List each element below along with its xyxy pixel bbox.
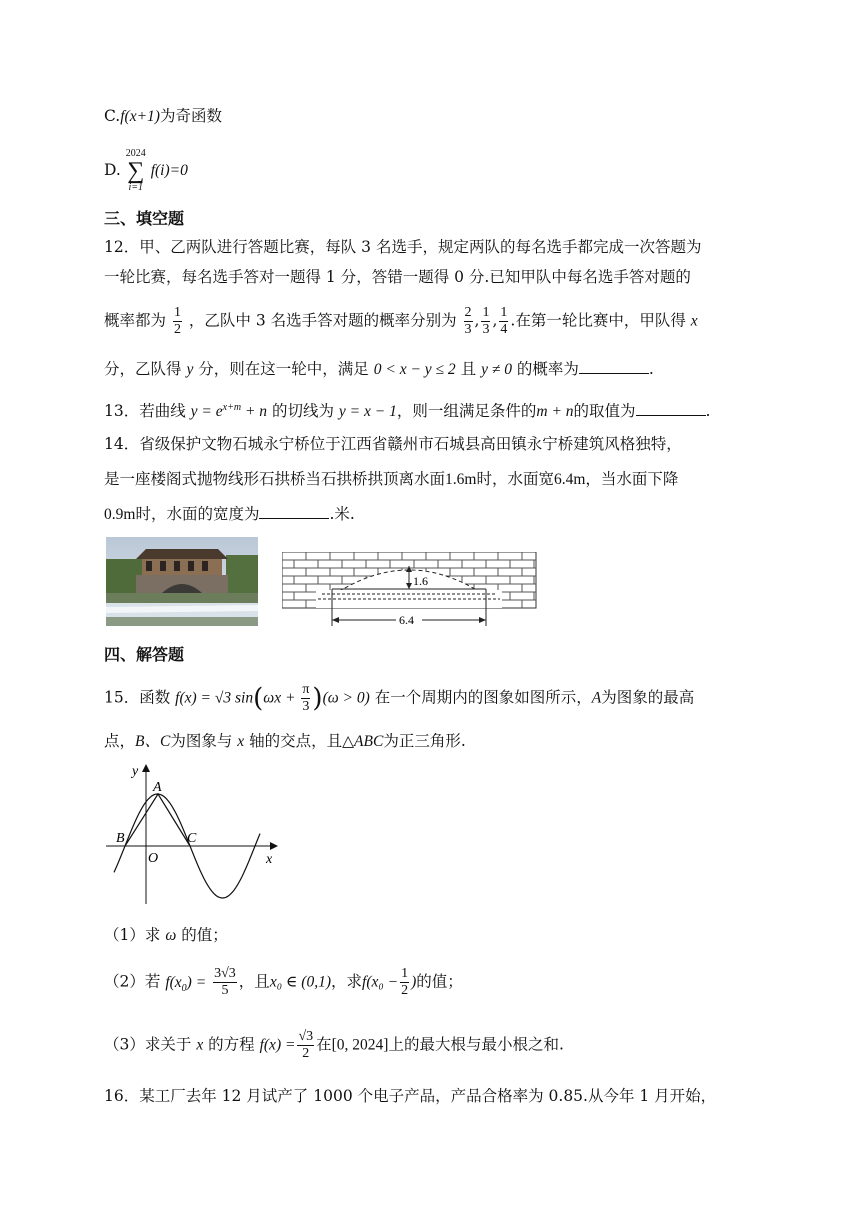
section-title-solutions: 四、解答题 (104, 645, 185, 664)
q14-line2: 是一座楼阁式抛物线形石拱桥当石拱桥拱顶离水面1.6m时，水面宽6.4m，当水面下降 (104, 470, 679, 488)
q12-line4: 分，乙队得 y 分，则在这一轮中，满足 0 < x − y ≤ 2 且 y ≠ 0 的概率为 . (104, 360, 654, 378)
q15-part2: （2）若 $f(x_0)$ = $\frac{3√3}{5}$ ，且x₀ ∈ (0,1)，求f(x₀ − $\frac{1}{2}$ )的值； (104, 966, 463, 998)
q13-line: 13．若曲线 $y = e^{x+m} + n$ 的切线为 y = x − 1，则一组满足条件的m + n的取值为 . (104, 402, 711, 421)
q12-line1: 12．甲、乙两队进行答题比赛，每队 3 名选手，规定两队的每名选手都完成一次答题为 (104, 238, 702, 256)
answer-blank-q12[interactable] (579, 359, 649, 374)
bridge-diagram (282, 552, 538, 626)
svg-text:x: x (266, 852, 273, 867)
q15-part3: （3）求关于 x 的方程 f(x) = $\frac{√3}{2}$ 在[0, 2024]上的最大根与最小根之和. (104, 1029, 564, 1061)
q15-part1: （1）求 ω 的值； (104, 926, 228, 944)
q14-line3: 0.9m时，水面的宽度为 .米. (104, 505, 355, 523)
q14-line1: 14．省级保护文物石城永宁桥位于江西省赣州市石城县高田镇永宁桥建筑风格独特， (104, 435, 682, 453)
svg-text:O: O (148, 851, 159, 866)
svg-text:y: y (132, 764, 139, 779)
svg-text:C: C (187, 831, 197, 846)
answer-blank-q14[interactable] (259, 504, 329, 519)
svg-text:6.4: 6.4 (399, 613, 414, 626)
q15-line1: 15．函数 f(x) = √3 sin(ωx + $\frac{\pi}{3}$ )(ω > 0) 在一个周期内的图象如图所示，A为图象的最高 (104, 682, 695, 714)
q12-line2: 一轮比赛，每名选手答对一题得 1 分，答错一题得 0 分.已知甲队中每名选手答对题的 (104, 268, 691, 286)
q16-line1: 16．某工厂去年 12 月试产了 1000 个电子产品，产品合格率为 0.85.从今年 1 月开始， (104, 1087, 717, 1105)
option-c: C.f(x+1)为奇函数 (104, 107, 222, 125)
q15-line2: 点，B、C为图象与 x 轴的交点，且△ABC为正三角形. (104, 732, 466, 750)
option-d: D. 2024 ∑ i=1 f(i)=0 (104, 148, 188, 193)
summation: 2024 ∑ i=1 (125, 148, 146, 193)
section-title-fill-in: 三、填空题 (104, 209, 185, 228)
q12-line3: 概率都为 $\frac{1}{2}$ ，乙队中 3 名选手答对题的概率分别为 $\frac{2}{3}$ , $\frac{1}{3}$ , $\frac{1}{4}$ .在第一轮比赛中，甲队得 x (104, 305, 698, 337)
svg-text:A: A (153, 780, 162, 795)
answer-blank-q13[interactable] (636, 401, 706, 416)
svg-text:1.6: 1.6 (413, 574, 428, 588)
fraction-half: $\frac{1}{2}$ (173, 305, 181, 337)
svg-text:B: B (116, 831, 125, 846)
sine-graph (100, 756, 290, 906)
bridge-photo (106, 537, 258, 626)
